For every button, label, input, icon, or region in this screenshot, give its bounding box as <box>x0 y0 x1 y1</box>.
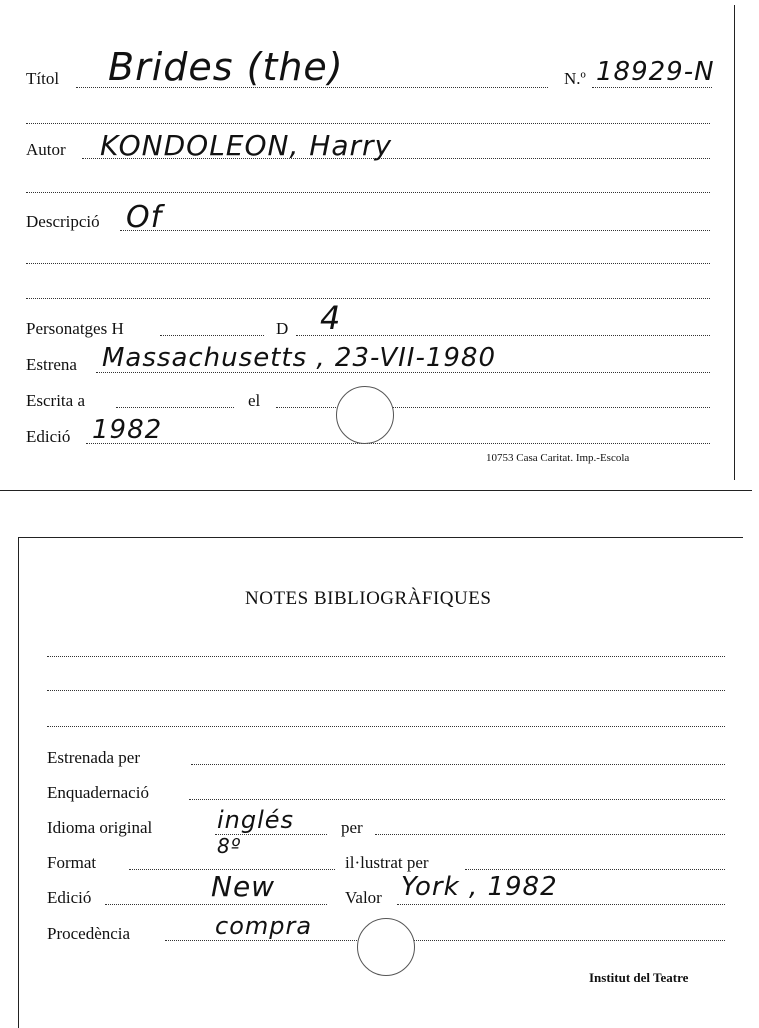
estrenada-line <box>191 764 725 765</box>
notes-heading: NOTES BIBLIOGRÀFIQUES <box>245 588 492 609</box>
estrena-label: Estrena <box>26 355 77 374</box>
edicio-label: Edició <box>26 427 71 446</box>
numero-value: 18929-N <box>596 57 715 87</box>
autor-value: KONDOLEON, Harry <box>100 129 393 162</box>
valor-line <box>397 904 725 905</box>
escrita-line <box>116 407 234 408</box>
el-label: el <box>248 391 261 410</box>
punch-hole <box>336 386 394 444</box>
punch-hole <box>357 918 415 976</box>
blank-line <box>26 263 710 264</box>
estrena-value: Massachusetts , 23-VII-1980 <box>102 343 496 373</box>
idioma-value: inglés <box>217 806 295 834</box>
valor-label: Valor <box>345 888 382 907</box>
illustrat-label: il·lustrat per <box>345 853 429 872</box>
personatges-h-line <box>160 335 264 336</box>
descripcio-label: Descripció <box>26 212 100 231</box>
catalog-card-back <box>18 537 743 1028</box>
procedencia-line <box>165 940 725 941</box>
card-separator <box>0 490 752 491</box>
descripcio-line <box>120 230 710 231</box>
escrita-label: Escrita a <box>26 391 85 410</box>
descripcio-value: Of <box>126 200 163 235</box>
personatges-label: Personatges H <box>26 319 124 338</box>
per-line <box>375 834 725 835</box>
institut-stamp: Institut del Teatre <box>589 970 689 985</box>
edicio-line <box>86 443 710 444</box>
illustrat-line <box>465 869 725 870</box>
edicio-back-value: New <box>211 870 276 903</box>
edicio-back-label: Edició <box>47 888 92 907</box>
titol-value: Brides (the) <box>108 45 344 89</box>
edicio-value: 1982 <box>92 415 163 445</box>
format-label: Format <box>47 853 97 872</box>
personatges-d-label: D <box>276 319 289 338</box>
printer-imprint: 10753 Casa Caritat. Imp.-Escola <box>486 452 630 464</box>
blank-line <box>26 298 710 299</box>
enquadernacio-label: Enquadernació <box>47 783 149 802</box>
numero-line <box>592 87 712 88</box>
idioma-label: Idioma original <box>47 818 153 837</box>
blank-line <box>47 656 725 657</box>
catalog-card-front <box>0 5 735 480</box>
blank-line <box>26 192 710 193</box>
blank-line <box>47 690 725 691</box>
personatges-d-value: 4 <box>320 299 342 337</box>
valor-value: York , 1982 <box>401 872 558 902</box>
per-label: per <box>341 818 363 837</box>
blank-line <box>47 726 725 727</box>
blank-line <box>26 123 710 124</box>
format-value: 8º <box>217 834 242 858</box>
estrenada-label: Estrenada per <box>47 748 140 767</box>
procedencia-label: Procedència <box>47 924 131 943</box>
edicio-back-line <box>105 904 327 905</box>
autor-label: Autor <box>26 140 66 159</box>
titol-label: Títol <box>26 69 60 88</box>
personatges-d-line <box>296 335 710 336</box>
enquadernacio-line <box>189 799 725 800</box>
procedencia-value: compra <box>215 912 313 940</box>
numero-label: N.º <box>564 69 586 88</box>
